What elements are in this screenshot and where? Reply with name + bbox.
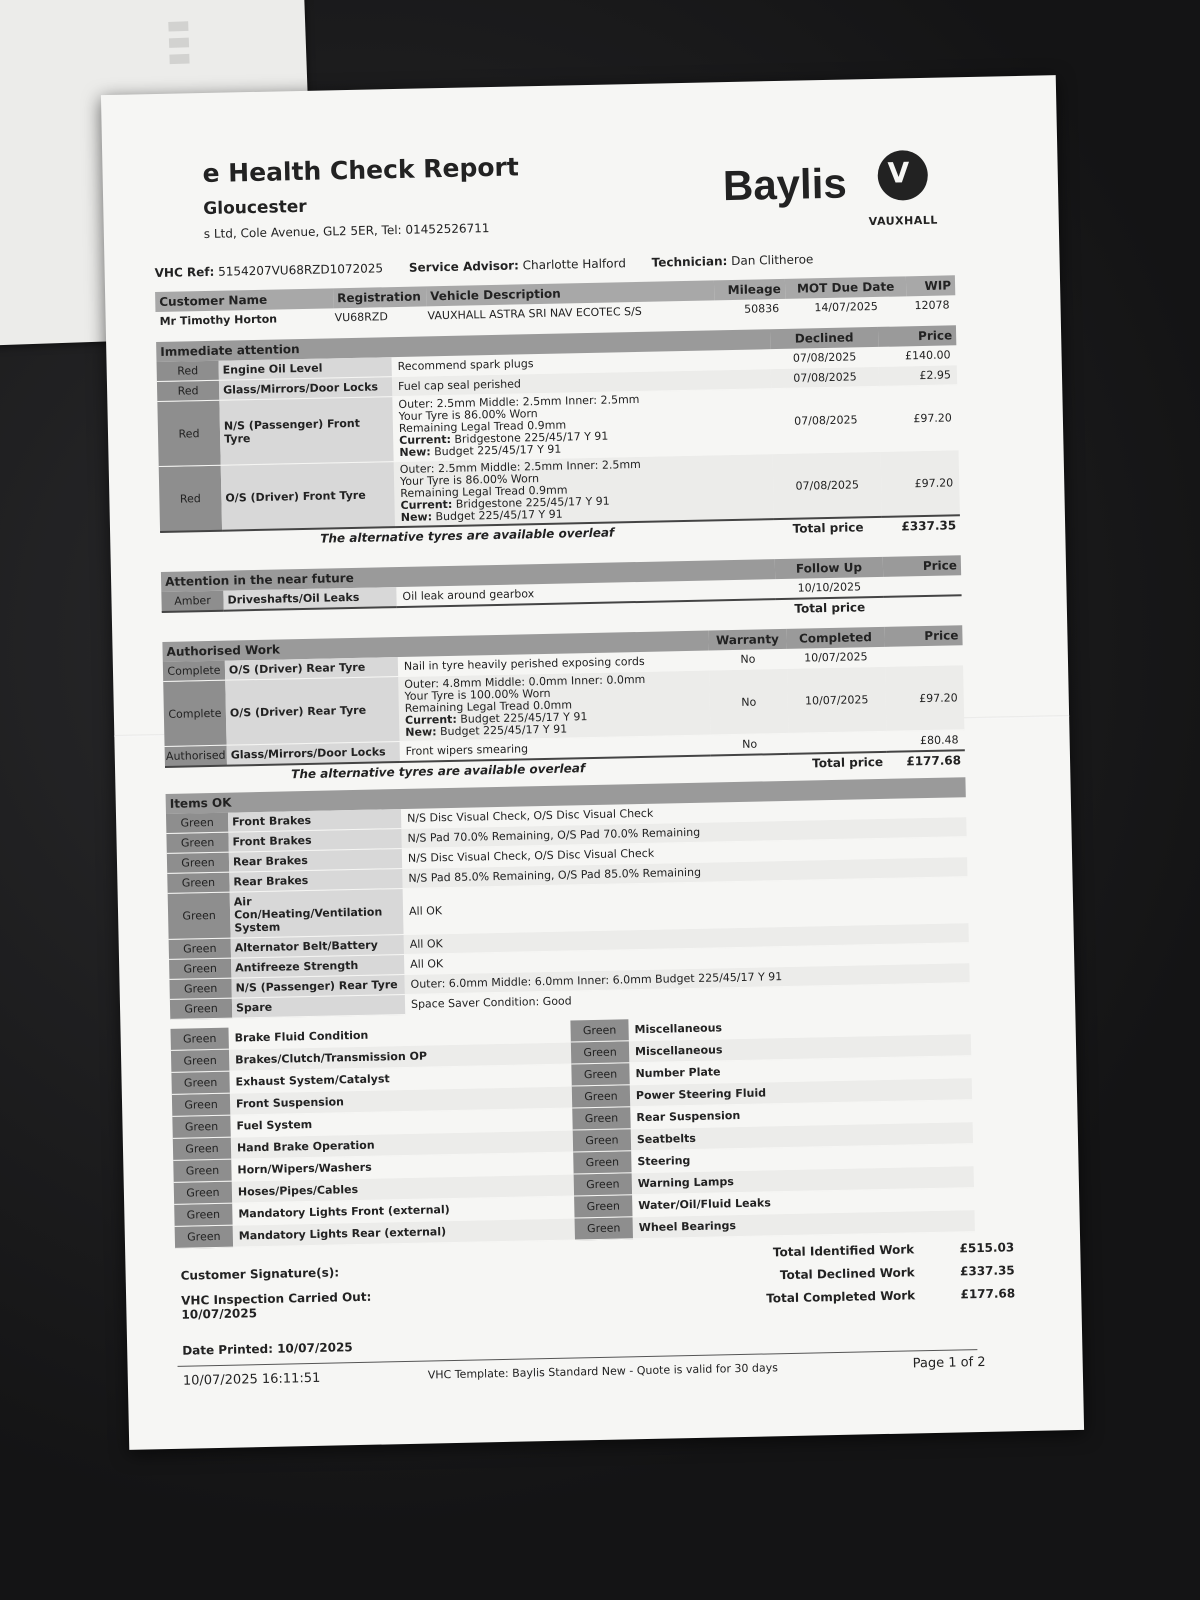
item-name: Alternator Belt/Battery	[231, 934, 404, 958]
page-number: Page 1 of 2	[912, 1354, 986, 1372]
warranty: No	[709, 668, 788, 735]
col-warranty: Warranty	[708, 629, 786, 651]
declined-date: 07/08/2025	[771, 386, 880, 453]
item-desc: Outer: 2.5mm Middle: 2.5mm Inner: 2.5mm Your Tyre is 86.00% Worn Remaining Legal Tread 0.9mm Current: Bridgestone 225/45/17 Y 91 New: Budget 225/45/17 Y 91	[392, 389, 772, 462]
status-badge: Red	[159, 465, 222, 532]
warranty: No	[709, 649, 787, 670]
status-badge: Green	[174, 1203, 232, 1226]
items-ok-right	[570, 1012, 975, 1240]
report-title: e Health Check Report	[202, 152, 520, 189]
print-timestamp: 10/07/2025 16:11:51	[182, 1370, 321, 1389]
advisor: Charlotte Halford	[522, 256, 627, 273]
item-price: £97.20	[879, 385, 958, 452]
declined-date: 07/08/2025	[770, 347, 878, 369]
warranty: No	[710, 733, 788, 755]
item-name: N/S (Passenger) Rear Tyre	[231, 974, 404, 998]
near-item: Driveshafts/Oil Leaks	[223, 587, 396, 611]
item-name: Miscellaneous	[629, 1034, 971, 1063]
item-name: Power Steering Fluid	[630, 1078, 972, 1107]
status-badge: Green	[173, 1159, 231, 1182]
tyres-note: The alternative tyres are available overleaf	[165, 756, 711, 786]
item-name: Glass/Mirrors/Door Locks	[227, 742, 400, 766]
item-desc: All OK	[404, 923, 969, 955]
item-desc: N/S Pad 85.0% Remaining, O/S Pad 85.0% Remaining	[402, 857, 967, 889]
item-name: Glass/Mirrors/Door Locks	[219, 377, 392, 401]
item-name: Seatbelts	[631, 1122, 973, 1151]
status-badge: Green	[169, 978, 231, 999]
item-name: Warning Lamps	[632, 1166, 974, 1195]
item-desc: All OK	[404, 943, 969, 975]
template-note: VHC Template: Baylis Standard New - Quote is valid for 30 days	[427, 1361, 779, 1382]
item-name: Rear Brakes	[229, 849, 402, 873]
col-description: Vehicle Description	[426, 280, 714, 306]
status-badge: Green	[574, 1195, 632, 1218]
item-name: Engine Oil Level	[219, 357, 392, 380]
total-completed: £177.68	[960, 1286, 1016, 1302]
item-desc: Fuel cap seal perished	[392, 369, 771, 397]
item-desc: Outer: 6.0mm Middle: 6.0mm Inner: 6.0mm Budget 225/45/17 Y 91	[404, 963, 969, 995]
item-desc: Outer: 4.8mm Middle: 0.0mm Inner: 0.0mm Your Tyre is 100.00% Worn Remaining Legal Tread 0.0mm Current: Budget 225/45/17 Y 91 New: Budget 225/45/17 Y 91	[398, 670, 710, 741]
item-name: Mandatory Lights Rear (external)	[233, 1218, 575, 1247]
status-badge: Green	[571, 1041, 629, 1064]
customer-name: Mr Timothy Horton	[159, 312, 278, 328]
status-badge: Red	[157, 361, 219, 382]
item-name: Steering	[631, 1144, 973, 1173]
status-badge: Authorised	[165, 745, 227, 767]
vhc-ref-label: VHC Ref:	[154, 264, 215, 281]
item-name: O/S (Driver) Rear Tyre	[225, 657, 398, 680]
item-name: N/S (Passenger) Front Tyre	[219, 397, 393, 466]
item-price: £97.20	[881, 450, 960, 517]
col-wip: WIP	[906, 275, 955, 296]
status-badge: Red	[157, 380, 219, 401]
status-badge: Green	[166, 813, 228, 834]
item-name: Hand Brake Operation	[231, 1130, 573, 1159]
item-name: Wheel Bearings	[633, 1210, 975, 1239]
item-name: Number Plate	[629, 1056, 971, 1085]
total-identified-label: Total Identified Work	[772, 1242, 915, 1260]
completed-date: 10/07/2025	[787, 666, 886, 733]
status-badge: Green	[573, 1129, 631, 1152]
authorised-total-label: Total price	[711, 752, 887, 775]
item-desc: Front wipers smearing	[400, 735, 711, 762]
totals-block	[765, 1236, 1015, 1310]
advisor-label: Service Advisor:	[408, 258, 520, 275]
status-badge: Green	[171, 1049, 229, 1072]
brand-sub: VAUXHALL	[868, 213, 938, 229]
report-subtitle: Gloucester	[203, 196, 307, 220]
status-badge: Green	[572, 1107, 630, 1130]
status-badge: Green	[167, 852, 229, 873]
item-name: Front Brakes	[228, 829, 401, 853]
col-completed: Completed	[786, 627, 884, 649]
col-customer: Customer Name	[155, 288, 333, 312]
item-name: Miscellaneous	[628, 1012, 970, 1041]
item-name: O/S (Driver) Rear Tyre	[225, 677, 399, 746]
item-desc: Outer: 2.5mm Middle: 2.5mm Inner: 2.5mm Your Tyre is 86.00% Worn Remaining Legal Tread 0.9mm Current: Bridgestone 225/45/17 Y 91 New: Budget 225/45/17 Y 91	[394, 454, 774, 527]
status-badge: Green	[172, 1093, 230, 1116]
immediate-total-label: Total price	[774, 517, 882, 538]
item-name: Brakes/Clutch/Transmission OP	[229, 1042, 571, 1071]
inspection-date: 10/07/2025	[181, 1306, 258, 1322]
status-badge: Green	[166, 832, 228, 853]
item-desc: N/S Pad 70.0% Remaining, O/S Pad 70.0% Remaining	[401, 817, 966, 849]
vauxhall-griffin-icon: V	[877, 150, 928, 201]
total-identified: £515.03	[959, 1240, 1015, 1256]
brand-name: Baylis	[722, 159, 848, 210]
report-sheet	[101, 75, 1084, 1450]
items-ok-left	[170, 1021, 575, 1249]
items-ok-heading: Items OK	[166, 777, 966, 814]
items-ok-table	[166, 777, 971, 1020]
col-declined: Declined	[770, 327, 878, 349]
status-badge: Green	[168, 892, 231, 939]
status-badge: Green	[573, 1151, 631, 1174]
status-badge: Green	[174, 1181, 232, 1204]
item-name: Air Con/Heating/Ventilation System	[230, 889, 404, 939]
near-total-label: Total price	[776, 597, 884, 618]
status-badge: Green	[169, 958, 231, 979]
reference-line	[155, 252, 814, 280]
status-badge: Green	[170, 998, 232, 1019]
immediate-attention-table	[156, 325, 960, 551]
wip: 12078	[914, 298, 950, 313]
status-badge: Green	[170, 1028, 228, 1051]
authorised-heading: Authorised Work	[162, 631, 708, 662]
status-badge: Green	[572, 1085, 630, 1108]
item-price: £97.20	[885, 665, 964, 732]
status-badge: Green	[169, 938, 231, 959]
vehicle-description: VAUXHALL ASTRA SRI NAV ECOTEC S/S	[427, 304, 642, 323]
declined-date: 07/08/2025	[771, 366, 879, 388]
authorised-total: £177.68	[887, 750, 965, 771]
item-desc: Nail in tyre heavily perished exposing cords	[398, 651, 709, 677]
near-desc: Oil leak around gearbox	[396, 579, 775, 607]
completed-date: 10/07/2025	[787, 647, 885, 669]
item-name: Water/Oil/Fluid Leaks	[632, 1188, 974, 1217]
status-badge: Green	[574, 1173, 632, 1196]
total-declined-label: Total Declined Work	[779, 1265, 915, 1283]
item-name: Front Suspension	[230, 1086, 572, 1115]
status-badge: Complete	[163, 680, 226, 746]
declined-date: 07/08/2025	[773, 451, 882, 519]
item-name: Mandatory Lights Front (external)	[232, 1196, 574, 1225]
status-badge: Green	[571, 1063, 629, 1086]
item-desc: Recommend spark plugs	[391, 349, 770, 376]
immediate-heading: Immediate attention	[156, 329, 770, 362]
item-name: Fuel System	[230, 1108, 572, 1137]
status-badge: Green	[575, 1217, 633, 1240]
registration: VU68RZD	[334, 310, 388, 325]
tyres-note: The alternative tyres are available overleaf	[160, 519, 774, 551]
status-badge: Green	[570, 1019, 628, 1042]
col-price: Price	[884, 625, 962, 647]
near-future-table	[161, 555, 962, 631]
authorised-work-table	[162, 625, 965, 786]
item-name: Spare	[232, 994, 405, 1018]
item-name: Rear Suspension	[630, 1100, 972, 1129]
status-badge: Amber	[161, 591, 223, 612]
item-desc: Space Saver Condition: Good	[405, 983, 970, 1015]
col-mileage: Mileage	[714, 279, 785, 300]
near-future-heading: Attention in the near future	[161, 559, 775, 592]
col-price: Price	[883, 555, 961, 577]
follow-up-date: 10/10/2025	[775, 577, 883, 599]
mileage: 50836	[744, 301, 780, 316]
date-printed: Date Printed: 10/07/2025	[182, 1340, 353, 1358]
item-name: Exhaust System/Catalyst	[229, 1064, 571, 1093]
col-mot: MOT Due Date	[785, 276, 907, 299]
total-declined: £337.35	[959, 1263, 1015, 1279]
mot-due: 14/07/2025	[814, 299, 878, 315]
technician: Dan Clitheroe	[731, 252, 814, 268]
col-registration: Registration	[333, 286, 426, 308]
status-badge: Green	[171, 1071, 229, 1094]
item-name: O/S (Driver) Front Tyre	[221, 462, 395, 531]
item-price: £80.48	[886, 730, 964, 752]
vehicle-table	[155, 275, 956, 331]
item-name: Brake Fluid Condition	[228, 1021, 570, 1050]
item-name: Front Brakes	[228, 809, 401, 832]
item-name: Hoses/Pipes/Cables	[232, 1174, 574, 1203]
completed-date	[788, 731, 886, 754]
status-badge: Green	[172, 1115, 230, 1138]
status-badge: Green	[167, 872, 229, 893]
item-name: Antifreeze Strength	[231, 954, 404, 978]
item-name: Horn/Wipers/Washers	[231, 1152, 573, 1181]
item-desc: All OK	[403, 877, 969, 935]
col-follow-up: Follow Up	[775, 557, 883, 579]
item-name: Rear Brakes	[229, 869, 402, 893]
status-badge: Red	[157, 400, 220, 466]
item-desc: N/S Disc Visual Check, O/S Disc Visual Check	[402, 837, 967, 869]
status-badge: Green	[173, 1137, 231, 1160]
watermark-decor: ▮▮▮	[164, 18, 197, 69]
inspection-label: VHC Inspection Carried Out:	[181, 1289, 372, 1308]
vhc-ref: 5154207VU68RZD1072025	[218, 261, 384, 279]
item-desc: N/S Disc Visual Check, O/S Disc Visual Check	[401, 797, 966, 828]
dealer-address: s Ltd, Cole Avenue, GL2 5ER, Tel: 01452526711	[203, 221, 490, 242]
col-price: Price	[878, 325, 956, 347]
item-price: £140.00	[878, 345, 956, 366]
technician-label: Technician:	[651, 254, 728, 270]
total-completed-label: Total Completed Work	[766, 1288, 916, 1306]
signature-label: Customer Signature(s):	[180, 1265, 340, 1283]
item-price	[885, 645, 963, 666]
status-badge: Green	[175, 1225, 233, 1248]
immediate-total: £337.35	[882, 515, 960, 536]
item-price: £2.95	[879, 365, 957, 387]
status-badge: Complete	[163, 661, 225, 682]
